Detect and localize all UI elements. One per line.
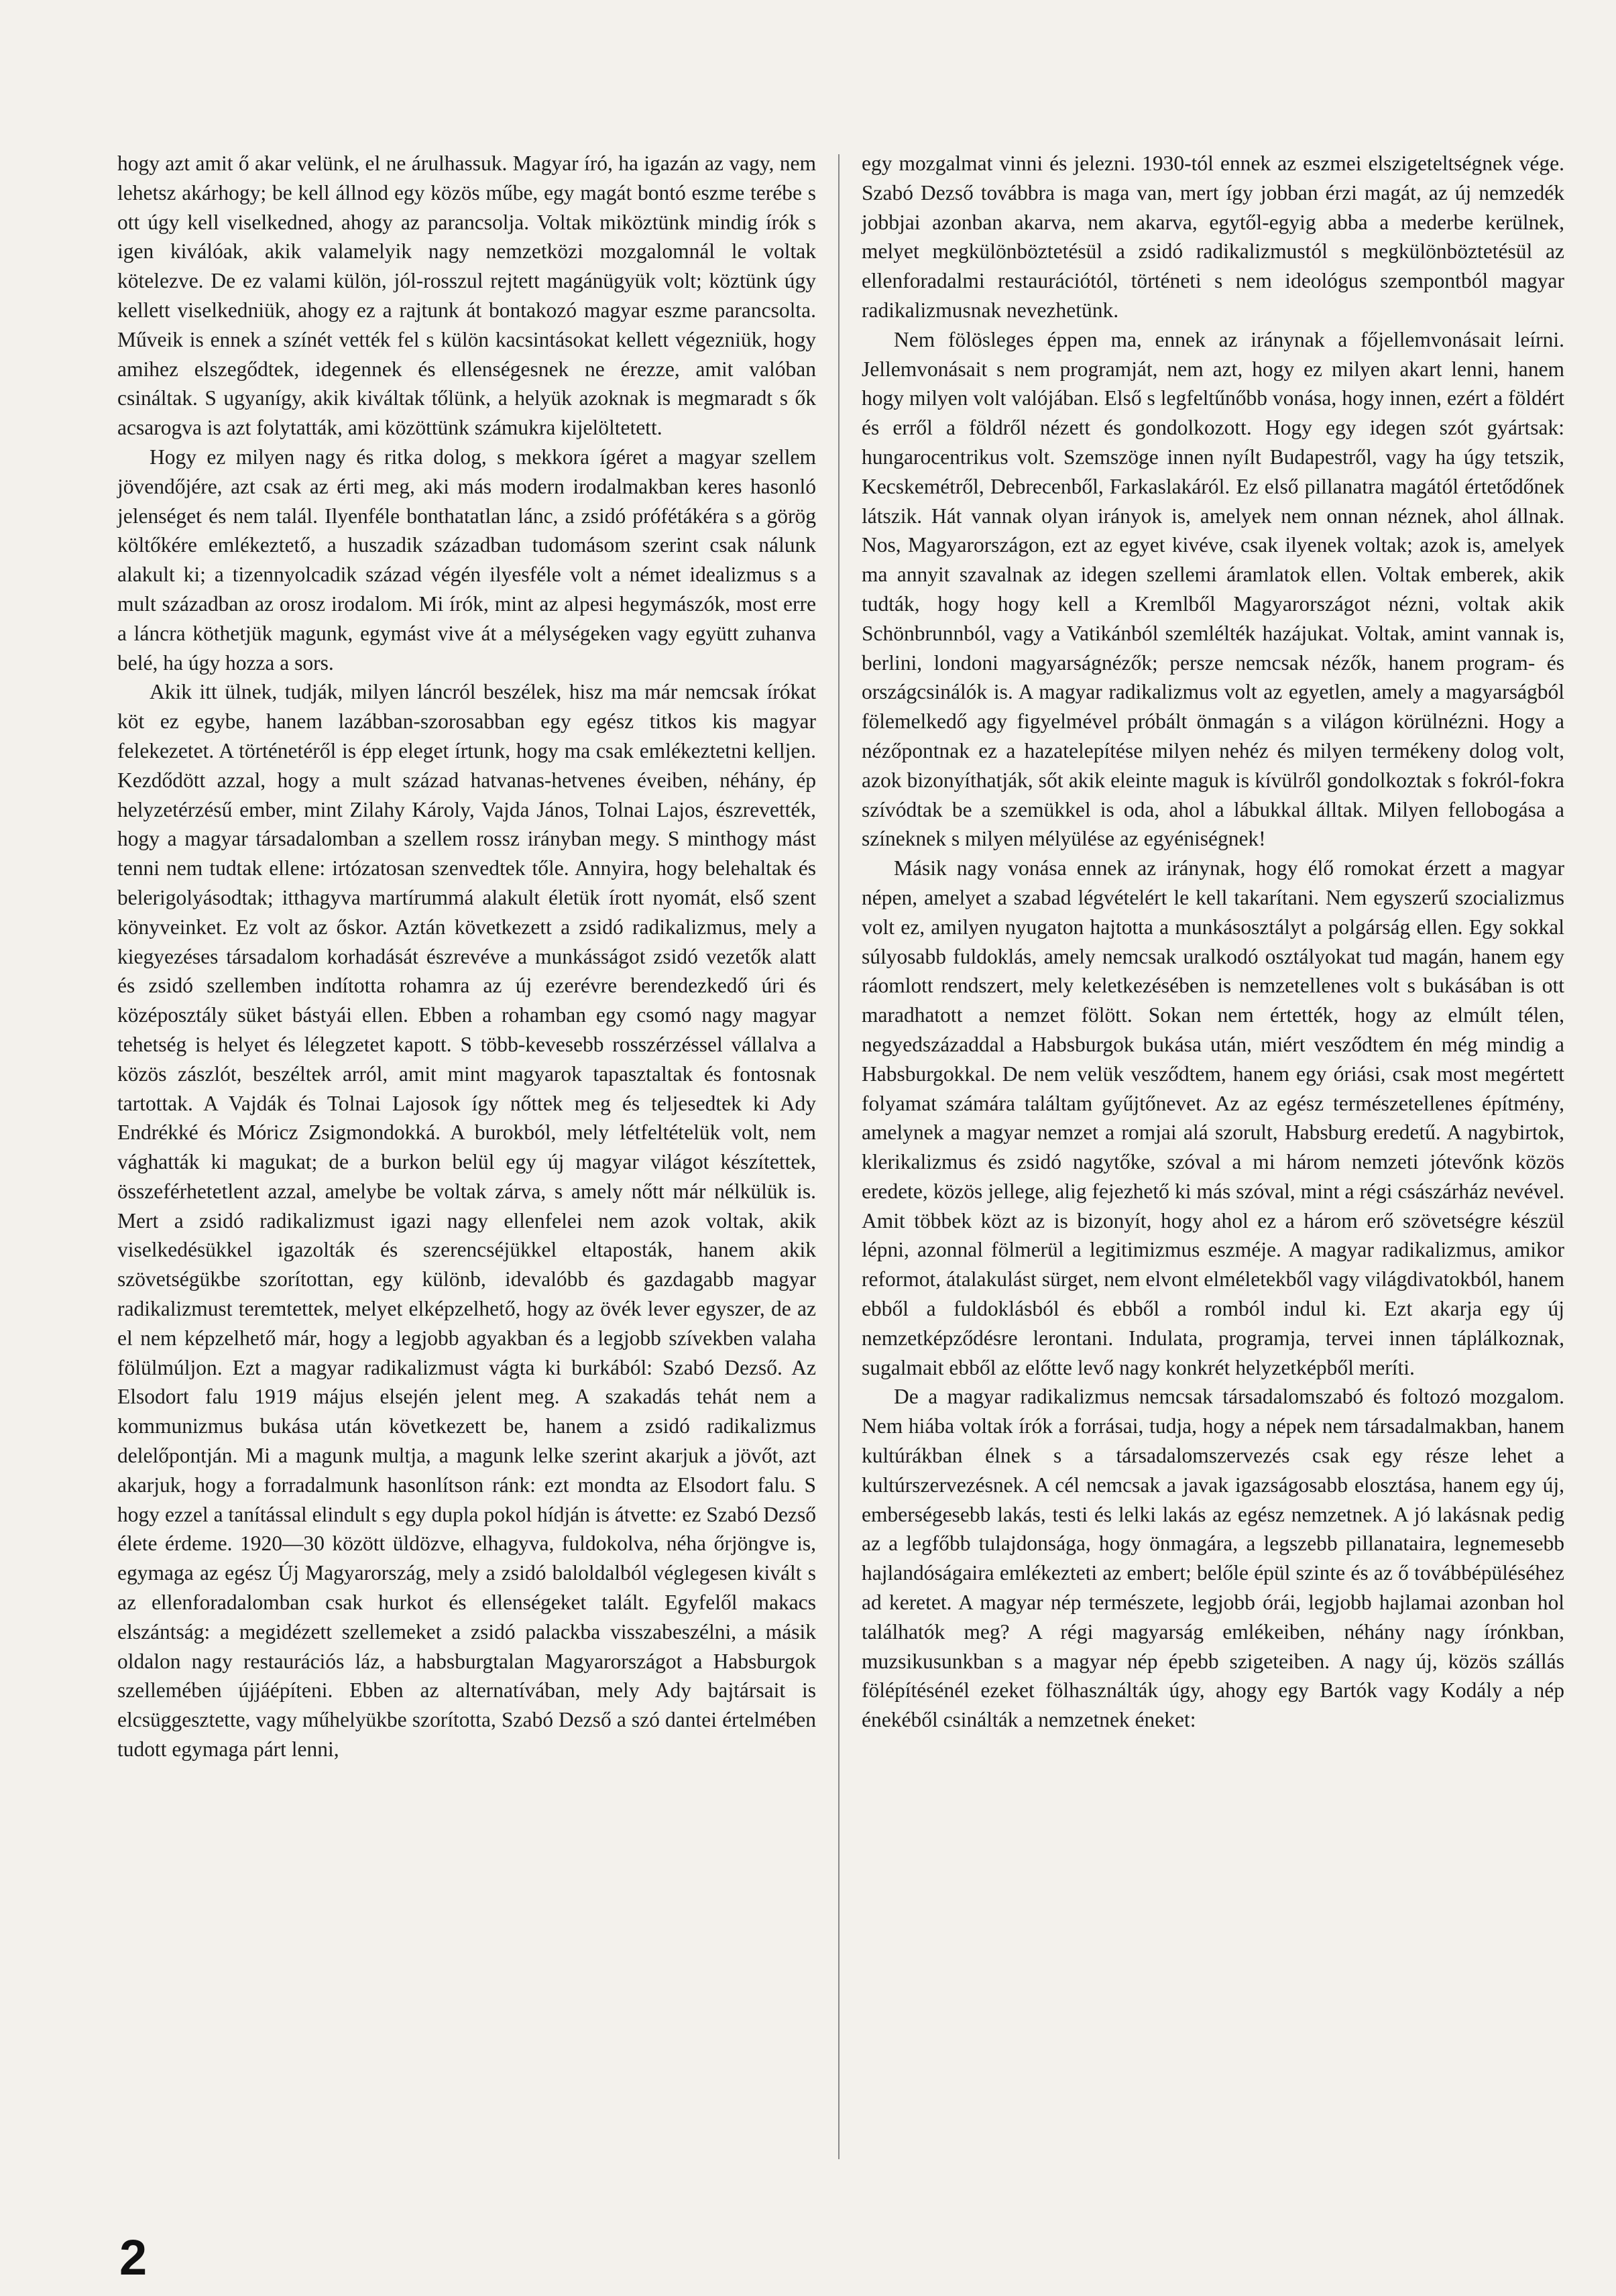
left-paragraph-1: hogy azt amit ő akar velünk, el ne árulhassuk. Magyar író, ha igazán az vagy, nem lehetsz akárhogy; be kell állnod egy közös műbe, egy magát bontó eszme terébe s ott úgy kell viselkedned, ahogy az parancsolja. Voltak miköztünk mindig írók s igen kiválóak, akik valamelyik nagy nemzetközi mozgalomnál le voltak kötelezve. De ez valami külön, jól-rosszul rejtett magánügyük volt; köztünk úgy kellett viselkedniük, ahogy ez a rajtunk át bontakozó magyar eszme parancsolta. Műveik is ennek a színét vették fel s külön kacsintásokat kellett végezniük, hogy amihez elszegődtek, idegennek és ellenségesnek ne érezze, amit valóban csináltak. S ugyanígy, akik kiváltak tőlünk, a helyük azoknak is megmaradt s ők acsarogva is azt folytatták, ami közöttünk számukra kijelöltetett. bbox=[117, 152, 816, 440]
right-paragraph-1: egy mozgalmat vinni és jelezni. 1930-tól ennek az eszmei elszigeteltségnek vége. Szabó Dezső továbbra is maga van, mert így jobban érzi magát, az új nemzedék jobbjai azonban akarva, nem akarva, egytől-egyig abba a mederbe kerülnek, melyet megkülönböztetésül a zsidó radikalizmustól s megkülönböztetésül az ellenforadalmi restaurációtól, történeti s nem ideológus szempontból magyar radikalizmusnak nevezhetünk. bbox=[862, 152, 1564, 322]
left-text-column bbox=[117, 149, 816, 1764]
left-paragraph-3: Akik itt ülnek, tudják, milyen láncról beszélek, hisz ma már nemcsak írókat köt ez egybe, hanem lazábban-szorosabban egy egész titkos kis magyar felekezetet. A történetéről is épp eleget írtunk, hogy ma csak emlékeztetni kelljen. Kezdődött azzal, hogy a mult század hatvanas-hetvenes éveiben, néhány, ép helyzetérzésű ember, mint Zilahy Károly, Vajda János, Tolnai Lajos, észrevették, hogy a magyar társadalomban a szellem rossz irányban megy. S minthogy mást tenni nem tudtak ellene: irtózatosan szenvedtek tőle. Annyira, hogy belehaltak és belerigolyásodtak; itthagyva martírummá alakult életük írott nyomát, első szent könyveinket. Ez volt az őskor. Aztán következett a zsidó radikalizmus, mely a kiegyezéses társadalom korhadását észrevéve a munkásságot zsidó vezetők alatt és zsidó szellemben indította rohamra az új ezerévre berendezkedő úri és középosztály süket bástyái ellen. Ebben a rohamban egy csomó nagy magyar tehetség is helyet és lélegzetet kapott. S több-kevesebb rosszérzéssel vállalva a közös zászlót, beszéltek arról, amit mint magyarok tapasztaltak és fontosnak tartottak. A Vajdák és Tolnai Lajosok így nőttek meg és teljesedtek ki Ady Endrékké és Móricz Zsigmondokká. A burokból, mely létfeltételük volt, nem vághatták ki magukat; de a burkon belül egy új magyar világot készítettek, összeférhetetlent azzal, amelybe be voltak zárva, s amely nőtt már nélkülük is. Mert a zsidó radikalizmust igazi nagy ellenfelei nem azok voltak, akik viselkedésükkel igazolták és szerencséjükkel eltaposták, hanem akik szövetségükbe szorítottan, egy különb, idevalóbb és gazdagabb magyar radikalizmust teremtettek, melyet elképzelhető, hogy az övék lever egyszer, de az el nem képzelhető már, hogy a legjobb agyakban és a legjobb szívekben valaha fölülmúljon. Ezt a magyar radikalizmust vágta ki burkából: Szabó Dezső. Az Elsodort falu 1919 május elsején jelent meg. A szakadás tehát nem a kommunizmus bukása után következett be, hanem a zsidó radikalizmus delelőpontján. Mi a magunk multja, a magunk lelke szerint akarjuk a jövőt, azt akarjuk, hogy a forradalmunk hasonlítson ránk: ezt mondta az Elsodort falu. S hogy ezzel a tanítással elindult s egy dupla pokol hídján is átvette: ez Szabó Dezső élete érdeme. 1920—30 között üldözve, elhagyva, fuldokolva, néha őrjöngve is, egymaga az egész Új Magyarország, mely a zsidó baloldalból véglegesen kivált s az ellenforadalomban csak hurkot és ellenségeket talált. Egyfelől makacs elszántság: a megidézett szellemeket a zsidó palackba visszabeszélni, a másik oldalon nagy restaurációs láz, a habsburgtalan Magyarországot a Habsburgok szellemében újjáépíteni. Ebben az alternatívában, mely Ady bajtársait is elcsüggesztette, vagy műhelyükbe szorította, Szabó Dezső a szó dantei értelmében tudott egymaga párt lenni, bbox=[117, 680, 816, 1762]
left-paragraph-2: Hogy ez milyen nagy és ritka dolog, s mekkora ígéret a magyar szellem jövendőjére, azt csak az érti meg, aki más modern irodalmakban keres hasonló jelenséget és nem talál. Ilyenféle bonthatatlan lánc, a zsidó prófétákéra s a görög költőkére emlékeztető, a huszadik században tudomásom szerint csak nálunk alakult ki; a tizennyolcadik század végén ilyesféle volt a német idealizmus s a mult században az orosz irodalom. Mi írók, mint az alpesi hegymászók, most erre a láncra köthetjük magunk, egymást vive át a mélységeken vagy együtt zuhanva belé, ha úgy hozza a sors. bbox=[117, 445, 816, 675]
column-divider bbox=[838, 154, 840, 2159]
right-paragraph-2: Nem fölösleges éppen ma, ennek az iránynak a főjellemvonásait leírni. Jellemvonásait s nem programját, nem azt, hogy ez milyen akart lenni, hanem hogy milyen volt valójában. Első s legfeltűnőbb vonása, hogy innen, ezért a földért és erről a földről nézett és gondolkozott. Hogy egy idegen szót gyártsak: hungarocentrikus volt. Szemszöge innen nyílt Budapestről, vagy ha úgy tetszik, Kecskemétről, Debrecenből, Farkaslakáról. Ez első pillanatra magától értetődőnek látszik. Hát vannak olyan irányok is, amelyek nem onnan néznek, ahol állnak. Nos, Magyarországon, ezt az egyet kivéve, csak ilyenek voltak; azok is, amelyek ma annyit szavalnak az idegen szellemi áramlatok ellen. Voltak emberek, akik tudták, hogy hogy kell a Kremlből Magyarországot nézni, voltak akik Schönbrunnból, vagy a Vatikánból szemlélték hazájukat. Voltak, amint vannak is, berlini, londoni magyarságnézők; persze nemcsak nézők, hanem program- és országcsinálók is. A magyar radikalizmus volt az egyetlen, amely a magyarságból fölemelkedő agy figyelmével próbált önmagán s a világon körülnézni. Hogy a nézőpontnak ez a hazatelepítése milyen nehéz és milyen termékeny dolog volt, azok bizonyíthatják, sőt akik eleinte maguk is kívülről gondolkoztak s fokról-fokra szívódtak be a szemükkel is oda, ahol a lábukkal álltak. Milyen fellobogása a színeknek s milyen mélyülése az egyéniségnek! bbox=[862, 327, 1564, 851]
right-paragraph-3: Másik nagy vonása ennek az iránynak, hogy élő romokat érzett a magyar népen, amelyet a szabad légvételért le kell takarítani. Nem egyszerű szocializmus volt ez, amilyen nyugaton hajtotta a munkásosztályt a polgárság ellen. Egy sokkal súlyosabb fuldoklás, amely nemcsak uralkodó osztályokat tud magán, hanem egy ráomlott rendszert, mely keletkezésében is nemzetellenes volt s bukásában is ott maradhatott a nemzet fölött. Sokan nem értették, hogy az elmúlt télen, negyedszázaddal a Habsburgok bukása után, miért vesződtem én még mindig a Habsburgokkal. De nem velük vesződtem, hanem egy óriási, csak most megértett folyamat számára találtam gyűjtőnevet. Az az egész természetellenes építmény, amelynek a magyar nemzet a romjai alá szorult, Habsburg eredetű. A nagybirtok, klerikalizmus és zsidó nagytőke, szóval a mi három nemzeti jótevőnk közös eredete, közös jellege, alig fejezhető ki más szóval, mint a régi császárház nevével. Amit többek közt az is bizonyít, hogy ahol ez a három erő szövetségre készül lépni, azonnal fölmerül a legitimizmus eszméje. A magyar radikalizmus, amikor reformot, átalakulást sürget, nem elvont elméletekből vagy világdivatokból, hanem ebből a fuldoklásból és ebből a romból indul ki. Ezt akarja egy új nemzetképződésre lerontani. Indulata, programja, tervei innen táplálkoznak, sugalmait ebből az előtte levő nagy konkrét helyzetképből meríti. bbox=[862, 856, 1564, 1379]
page-number: 2 bbox=[119, 2230, 148, 2285]
right-text-column bbox=[862, 149, 1564, 1735]
right-paragraph-4: De a magyar radikalizmus nemcsak társadalomszabó és foltozó mozgalom. Nem hiába voltak írók a forrásai, tudja, hogy a népek nem társadalmakban, hanem kultúrákban élnek s a társadalomszervezés csak egy része lehet a kultúrszervezésnek. A cél nemcsak a javak igazságosabb elosztása, hanem egy új, emberségesebb lakás, testi és lelki lakás az egész nemzetnek. A jó lakásnak pedig az a legfőbb tulajdonsága, hogy önmagára, a legszebb pillanataira, legnemesebb hajlandóságaira emlékezteti az embert; belőle épül szinte és az ő továbbépüléséhez ad keretet. A magyar nép természete, legjobb órái, legjobb hajlamai azonban hol találhatók meg? A régi magyarság emlékeiben, néhány nagy írónkban, muzsikusunkban s a magyar nép épebb szigeteiben. A nagy új, közös szállás fölépítésénél ezeket fölhasználták úgy, ahogy egy Bartók vagy Kodály a nép énekéből csinálták a nemzetnek éneket: bbox=[862, 1385, 1564, 1732]
